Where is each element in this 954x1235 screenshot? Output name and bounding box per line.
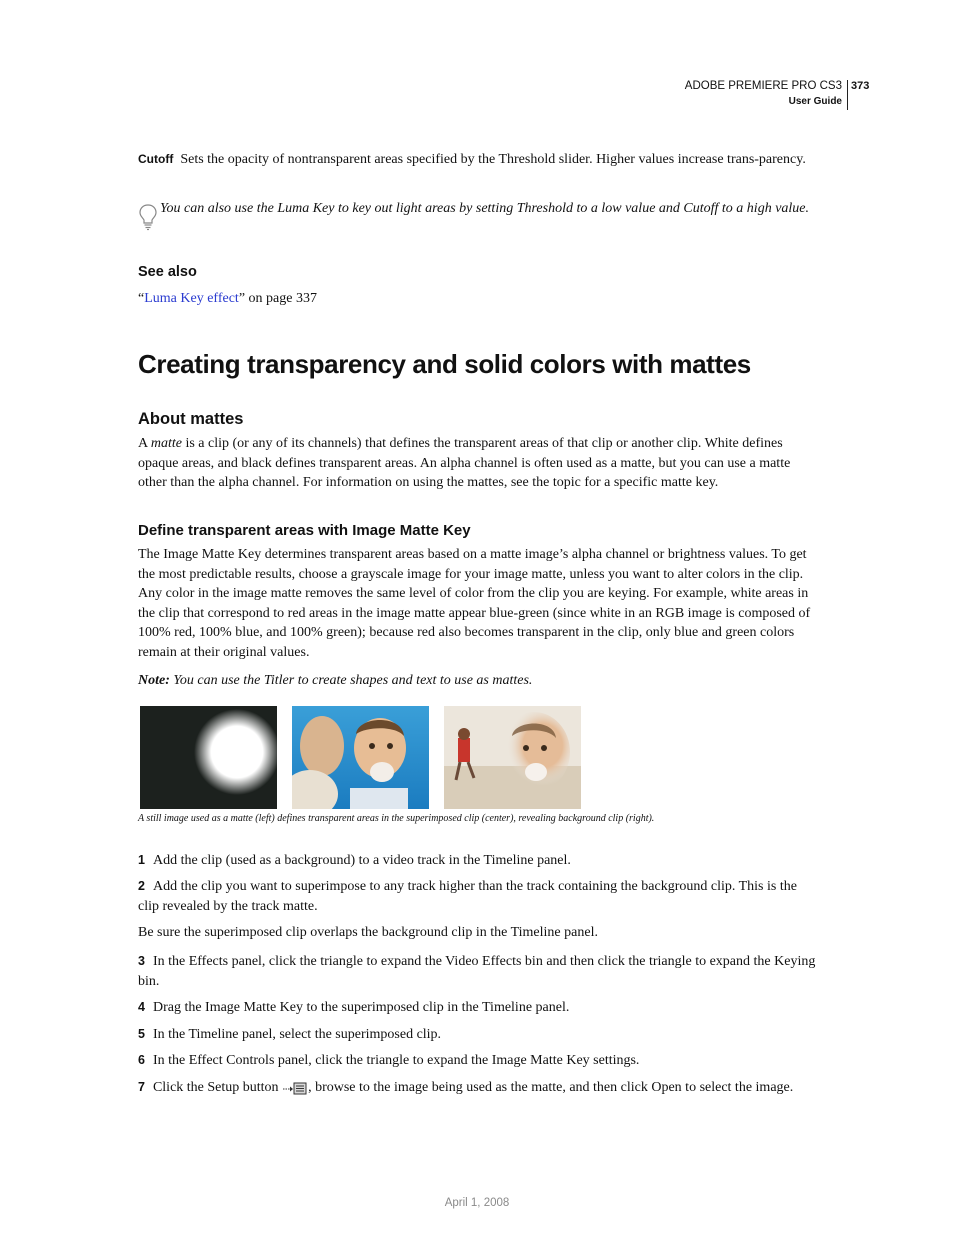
- step-1: [138, 851, 818, 871]
- note-text: You can use the Titler to create shapes and text to use as mattes.: [169, 673, 533, 688]
- step-3: [138, 952, 818, 991]
- about-pre: A: [138, 436, 151, 451]
- note-label: Note:: [138, 673, 170, 688]
- step-4: [138, 998, 818, 1018]
- step-text-before: Click the Setup button: [152, 1080, 283, 1095]
- step-6: [138, 1051, 818, 1071]
- note: [138, 671, 816, 691]
- footer-date: April 1, 2008: [444, 1197, 510, 1209]
- step-text-after: , browse to the image being used as the matte, and then click Open to select the image.: [308, 1080, 794, 1095]
- about-text: is a clip (or any of its channels) that defines the transparent areas of that clip or another clip. White defines opaque areas, and black defines transparent areas. An alpha channel is often used as a matte, but you can use a matte other than the alpha channel. For information on using the mattes, see the topic for a specific matte key.: [138, 436, 791, 491]
- step-text: Add the clip (used as a background) to a video track in the Timeline panel.: [152, 853, 571, 868]
- define-paragraph: The Image Matte Key determines transparent areas based on a matte image’s alpha channel or brightness values. To get the most predictable results, choose a grayscale image for your image matte, unless you want to alter colors in the clip. Any color in the image matte removes the same level of color from the clip you are keying. For example, white areas in the clip that correspond to red areas in the image matte appear blue-green (since white in an RGB image is composed of 100% red, 100% blue, and 100% green); because red also becomes transparent in the clip, only blue and green colors remain at their original values.: [138, 547, 811, 660]
- see-also-heading: See also: [138, 264, 197, 280]
- step-number: 6: [138, 1053, 145, 1067]
- background-clip-image: [444, 706, 581, 809]
- superimposed-clip-image: [292, 706, 429, 809]
- about-mattes-paragraph: [138, 434, 816, 493]
- cutoff-term: Cutoff: [138, 152, 174, 166]
- matte-term: matte: [150, 436, 182, 451]
- step-text: In the Effect Controls panel, click the triangle to expand the Image Matte Key settings.: [152, 1053, 640, 1068]
- product-name: ADOBE PREMIERE PRO CS3: [684, 80, 842, 92]
- step-5: [138, 1025, 818, 1045]
- header-rule: [847, 80, 848, 110]
- see-also-suffix: ” on page 337: [238, 291, 317, 306]
- see-also-open-quote: “: [138, 291, 145, 306]
- about-mattes-heading: About mattes: [138, 410, 244, 428]
- step-number: 5: [138, 1027, 145, 1041]
- step-text: Drag the Image Matte Key to the superimposed clip in the Timeline panel.: [152, 1000, 570, 1015]
- setup-button-icon[interactable]: [282, 1081, 308, 1095]
- figure-caption: A still image used as a matte (left) defines transparent areas in the superimposed clip (center), revealing background clip (right).: [138, 813, 655, 824]
- lightbulb-icon: [138, 203, 158, 236]
- step-text: In the Effects panel, click the triangle to expand the Video Effects bin and then click the triangle to expand the Keying bin.: [138, 954, 816, 989]
- step-number: 1: [138, 853, 145, 867]
- step-number: 7: [138, 1080, 145, 1094]
- running-header: [685, 79, 842, 109]
- step-number: 4: [138, 1000, 145, 1014]
- step-number: 3: [138, 954, 145, 968]
- step-2: [138, 877, 818, 916]
- step-text: Add the clip you want to superimpose to any track higher than the track containing the background clip. This is the clip revealed by the track matte.: [138, 879, 797, 914]
- see-also-entry: [138, 289, 317, 309]
- step-7: [138, 1078, 828, 1098]
- page-number: 373: [851, 80, 870, 92]
- define-heading: Define transparent areas with Image Matte Key: [138, 522, 471, 539]
- guide-name: User Guide: [788, 96, 842, 107]
- matte-image: [140, 706, 277, 809]
- step-number: 2: [138, 879, 145, 893]
- luma-key-effect-link[interactable]: Luma Key effect: [144, 291, 239, 306]
- step-text: In the Timeline panel, select the superimposed clip.: [152, 1027, 442, 1042]
- section-title: Creating transparency and solid colors with mattes: [138, 349, 751, 379]
- cutoff-text: Sets the opacity of nontransparent areas specified by the Threshold slider. Higher values increase trans-parency.: [180, 152, 806, 167]
- tip-text: You can also use the Luma Key to key out light areas by setting Threshold to a low value and Cutoff to a high value.: [160, 201, 810, 216]
- cutoff-definition: [138, 150, 808, 170]
- step-2-note: Be sure the superimposed clip overlaps the background clip in the Timeline panel.: [138, 925, 598, 940]
